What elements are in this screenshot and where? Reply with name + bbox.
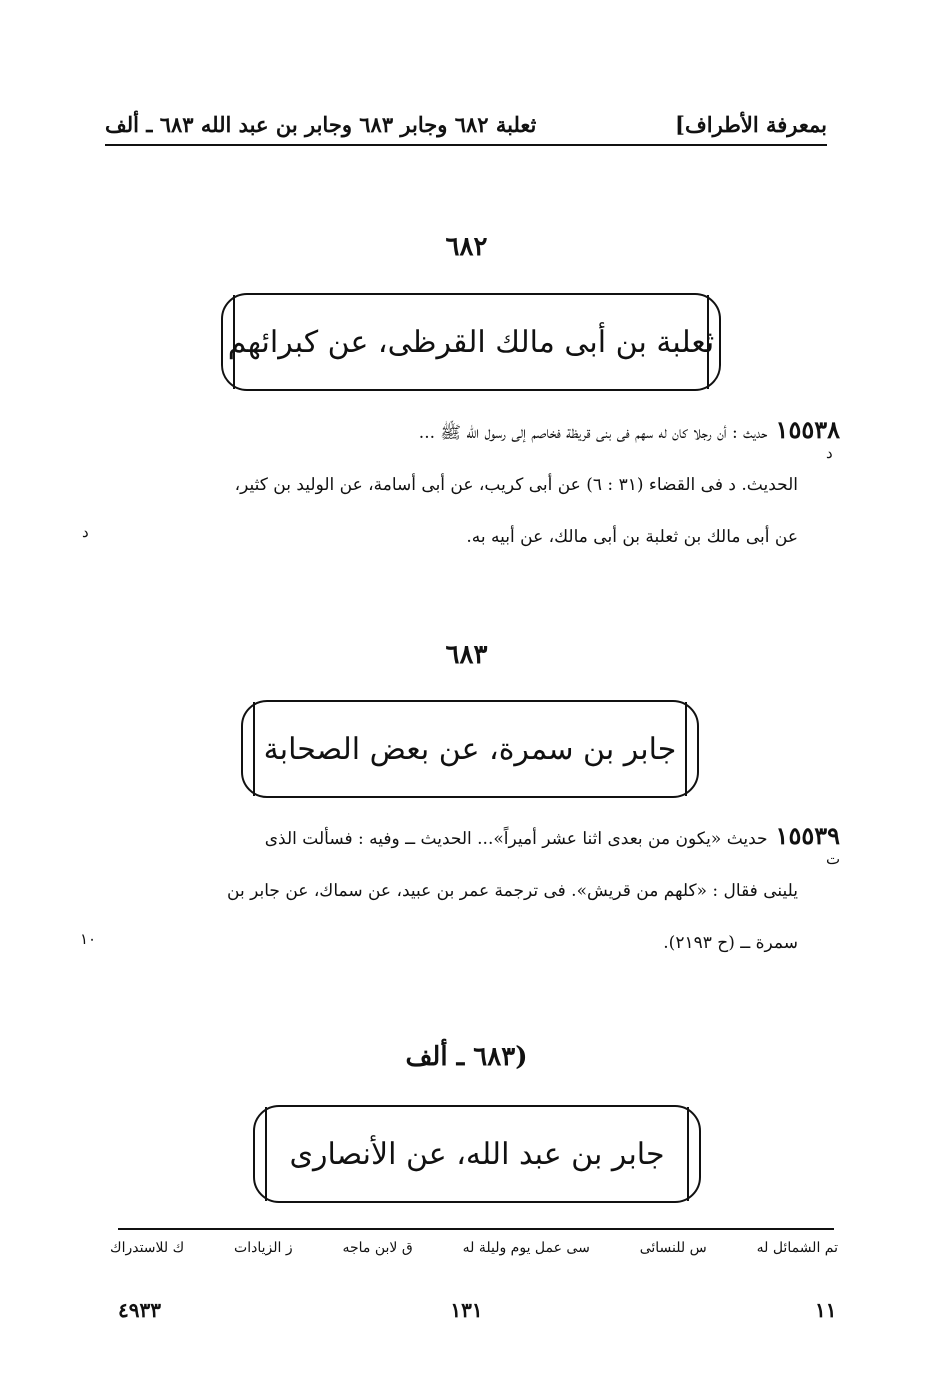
running-header <box>105 108 827 146</box>
sigla-marker: ت <box>826 850 841 868</box>
footnote-rule <box>118 1228 834 1230</box>
page-number: ١٣١ <box>450 1298 483 1322</box>
hadith-15538-line-1 <box>100 404 840 459</box>
margin-sigla: د <box>82 523 89 541</box>
section-title-683-alif: جابر بن عبد الله، عن الأنصارى <box>289 1136 665 1172</box>
sigla-legend-item: ز الزيادات <box>234 1240 293 1256</box>
hadith-15539-line-3: سمرة ــ (ح ٢١٩٣). <box>663 933 798 953</box>
hadith-text: حديث : أن رجلا كان له سهم فى بنى قريظة فخاصم إلى رسول الله ﷺ ... <box>418 423 768 443</box>
section-title-box-683 <box>241 700 699 798</box>
sigla-legend-item: تم الشمائل له <box>756 1240 838 1256</box>
hadith-15539 <box>100 810 840 969</box>
running-header-left: ثعلبة ٦٨٢ وجابر ٦٨٣ وجابر بن عبد الله ٦٨٣ ـ ألف <box>105 112 537 137</box>
sigla-marker: د <box>826 444 833 462</box>
sigla-legend <box>110 1240 838 1256</box>
sigla-legend-item: س للنسائى <box>639 1240 707 1256</box>
volume-number: ١١ <box>815 1298 837 1322</box>
margin-line-number: ١٠ <box>80 930 97 948</box>
sigla-legend-item: ك للاستدراك <box>110 1240 185 1256</box>
section-number-682: ٦٨٢ <box>445 232 488 262</box>
sigla-legend-item: ق لابن ماجه <box>342 1240 413 1256</box>
serial-number: ٤٩٣٣ <box>118 1298 161 1322</box>
hadith-15538-line-3: عن أبى مالك بن ثعلبة بن أبى مالك، عن أبيه به. <box>466 527 798 547</box>
sigla-legend-item: سى عمل يوم وليلة له <box>462 1240 590 1256</box>
section-title-682: ثعلبة بن أبى مالك القرظى، عن كبرائهم <box>227 324 715 360</box>
hadith-ref-number: ١٥٥٣٨ <box>775 415 840 444</box>
section-number-683: ٦٨٣ <box>445 640 488 670</box>
section-title-box-682 <box>221 293 721 391</box>
hadith-15538-line-2: الحديث. د فى القضاء (٣١ : ٦) عن أبى كريب، عن أبى أسامة، عن الوليد بن كثير، <box>234 475 798 495</box>
section-title-box-683-alif <box>253 1105 701 1203</box>
hadith-text: حديث «يكون من بعدى اثنا عشر أميراً»... الحديث ــ وفيه : فسألت الذى <box>264 829 768 849</box>
section-number-683-alif: (٦٨٣ ـ ألف <box>405 1042 528 1072</box>
hadith-15539-line-2: يلينى فقال : «كلهم من قريش». فى ترجمة عمر بن عبيد، عن سماك، عن جابر بن <box>227 881 798 901</box>
section-title-683: جابر بن سمرة، عن بعض الصحابة <box>263 731 677 767</box>
hadith-15538 <box>100 404 840 563</box>
running-header-right: بمعرفة الأطراف] <box>675 112 827 137</box>
hadith-15539-line-1 <box>100 810 840 865</box>
hadith-ref-number: ١٥٥٣٩ <box>775 821 840 850</box>
